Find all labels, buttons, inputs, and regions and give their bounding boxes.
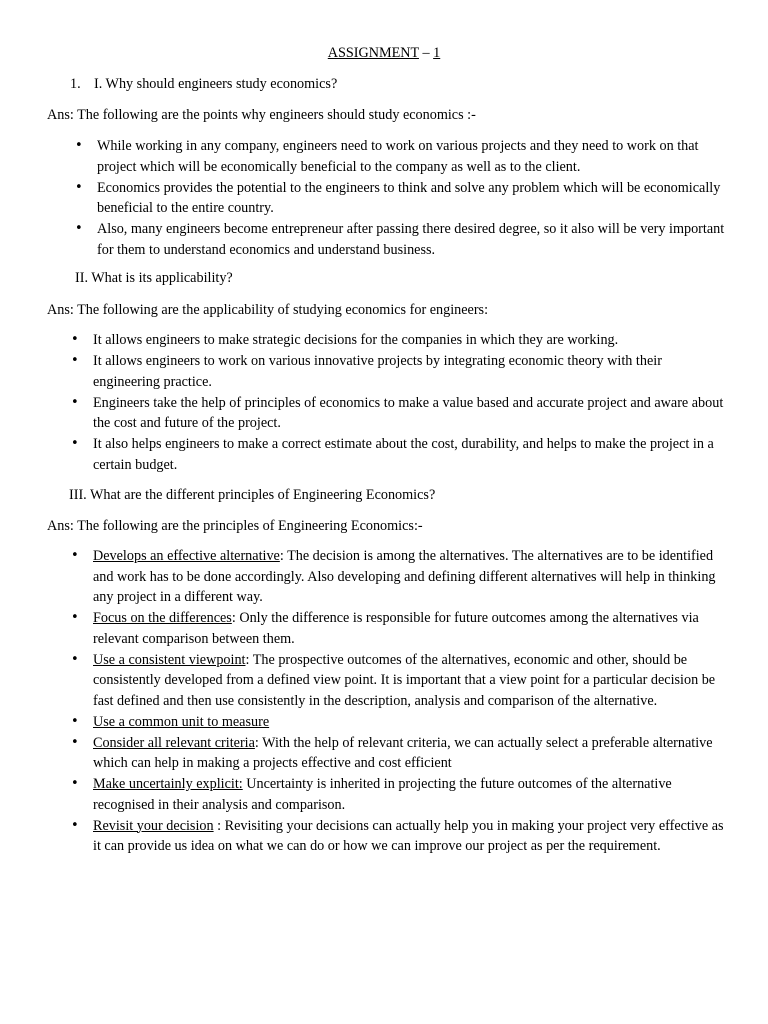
- bullet-list-2: [93, 330, 729, 476]
- list-item: • It also helps engineers to make a correct estimate about the cost, durability, and helps to make the project in a certain budget.: [93, 434, 729, 475]
- principle-item: [93, 712, 729, 733]
- list-item: • It allows engineers to make strategic decisions for the companies in which they are working.: [93, 330, 729, 351]
- assignment-title: [0, 43, 768, 64]
- principle-term: Revisit your decision: [93, 817, 214, 834]
- principle-item: [93, 546, 729, 608]
- list-item: • Engineers take the help of principles of economics to make a value based and accurate project and aware about the cost and future of the project.: [93, 393, 729, 434]
- title-separator: –: [418, 45, 434, 61]
- bullet-list-1: [97, 136, 729, 261]
- question-text: I. Why should engineers study economics?: [94, 76, 338, 92]
- principle-term: Consider all relevant criteria: [93, 734, 255, 751]
- principle-desc: : Only the difference is responsible for future outcomes among the alternatives via relevant comparison between them.: [93, 610, 699, 647]
- title-label: ASSIGNMENT: [327, 45, 419, 61]
- principle-term: Use a common unit to measure: [93, 713, 270, 730]
- principle-term: Focus on the differences: [93, 610, 232, 626]
- list-item: • While working in any company, engineers need to work on various projects and they need to work on that project which will be economically beneficial to the company as well as to the client.: [97, 136, 729, 177]
- principle-term: Use a consistent viewpoint: [93, 651, 246, 668]
- principle-item: [93, 774, 729, 815]
- answer-intro-3: Ans: The following are the principles of Engineering Economics:-: [47, 518, 423, 534]
- list-item: • Also, many engineers become entrepreneur after passing there desired degree, so it also will be very important for them to understand economics and understand business.: [97, 219, 729, 260]
- answer-intro-1: Ans: The following are the points why engineers should study economics :-: [47, 107, 476, 123]
- question-number: 1.: [70, 76, 81, 92]
- list-item: • Economics provides the potential to the engineers to think and solve any problem which will be economically beneficial to the entire country.: [97, 178, 729, 219]
- principle-item: [93, 816, 729, 857]
- answer-intro-2: Ans: The following are the applicability of studying economics for engineers:: [47, 302, 489, 318]
- question-1: [70, 74, 337, 95]
- principle-desc: Uncertainty is inherited in projecting the future outcomes of the alternative recognised in their analysis and comparison.: [93, 776, 672, 813]
- principle-item: [93, 650, 729, 712]
- principle-desc: : Revisiting your decisions can actually help you in making your project very effective as it can provide us idea on what we can do or how we can improve our project as per the requirement.: [93, 817, 724, 854]
- question-3: III. What are the different principles of Engineering Economics?: [69, 487, 436, 503]
- principle-desc: : The decision is among the alternatives. The alternatives are to be identified and work has to be done accordingly. Also developing and defining different alternatives will help in thinking any project in a different way.: [93, 548, 716, 605]
- question-2: II. What is its applicability?: [75, 270, 233, 286]
- principles-list: [93, 546, 729, 857]
- principle-desc: : With the help of relevant criteria, we can actually select a preferable alternative which can help in making a projects effective and cost efficient: [93, 734, 713, 771]
- principle-term: Make uncertainly explicit:: [93, 776, 243, 792]
- principle-item: [93, 733, 729, 774]
- list-item: • It allows engineers to work on various innovative projects by integrating economic theory with their engineering practice.: [93, 351, 729, 392]
- principle-desc: : The prospective outcomes of the alternatives, economic and other, should be consistently developed from a defined view point. It is important that a view point for a particular decision be fast defined and then use consistently in the description, analysis and comparison of the alternative.: [93, 651, 716, 709]
- principle-item: [93, 608, 729, 649]
- principle-term: Develops an effective alternative: [93, 548, 280, 564]
- title-number: 1: [433, 45, 441, 61]
